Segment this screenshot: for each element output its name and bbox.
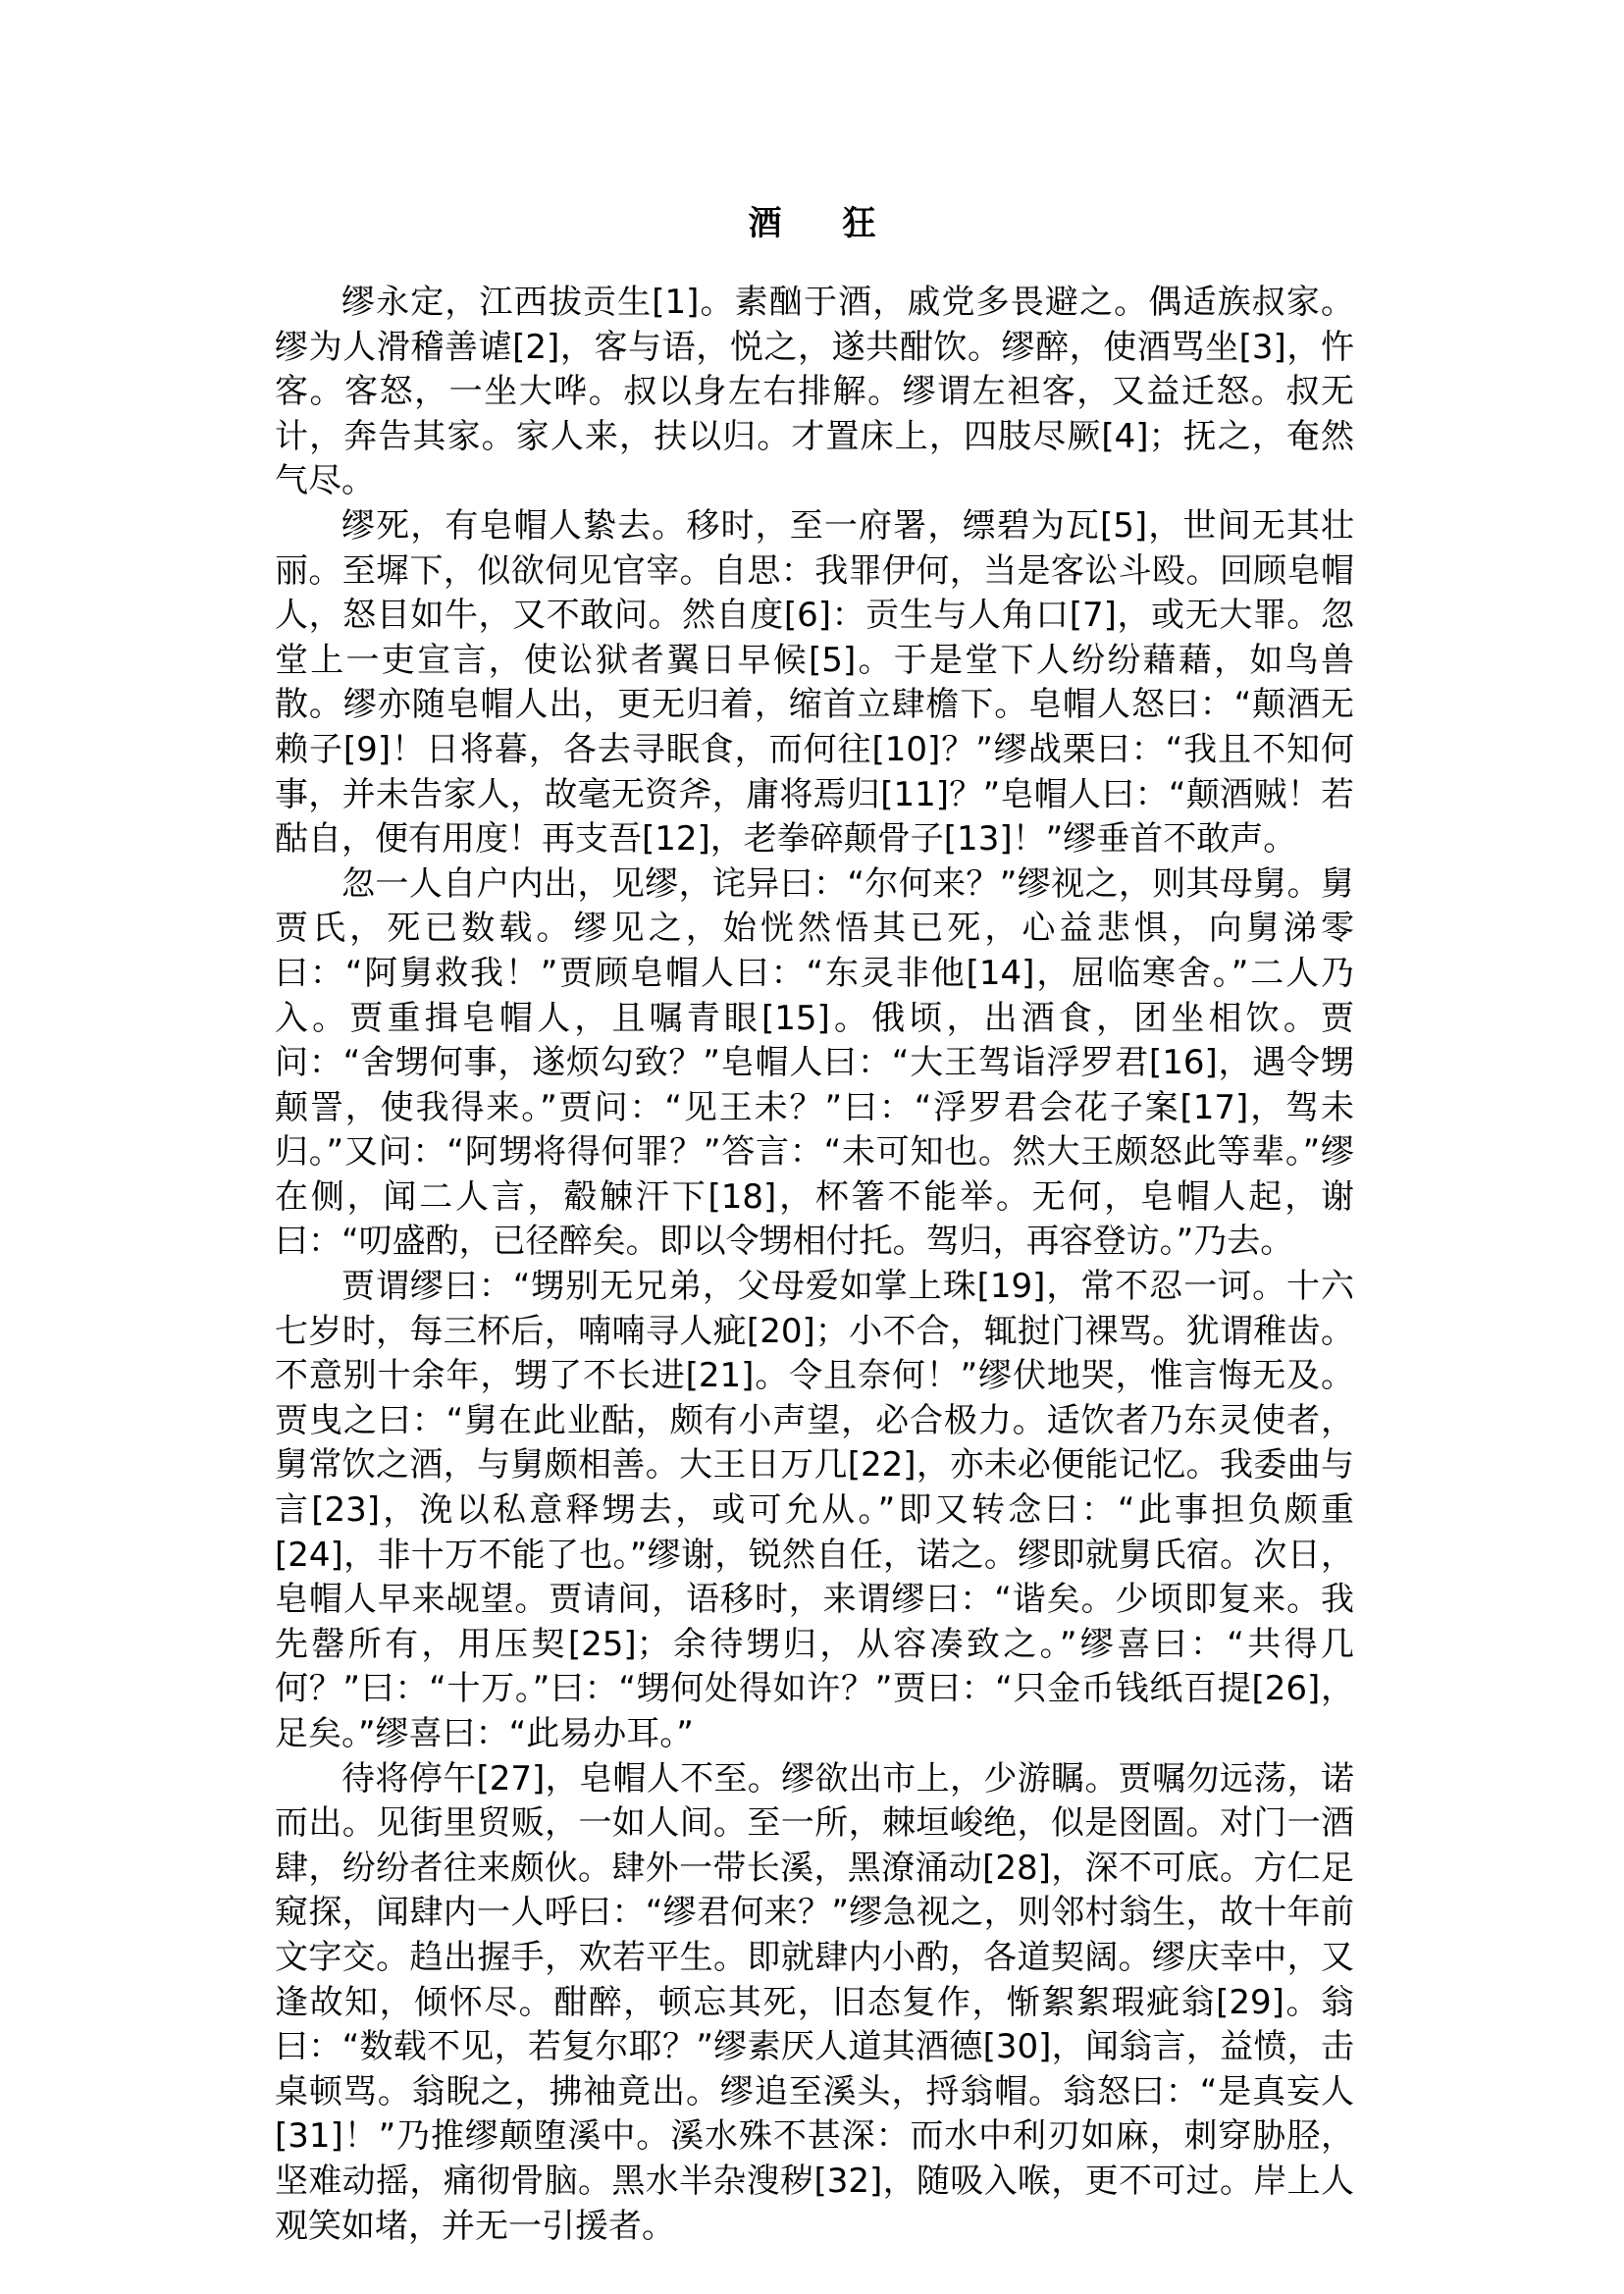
paragraph-4: 贾谓缪曰：“甥别无兄弟，父母爱如掌上珠[19]，常不忍一诃。十六七岁时，每三杯后，喃喃寻人疵[20]；小不合，辄挝门裸骂。犹谓稚齿。不意别十余年，甥了不长进[21]。令且奈何！”缪伏地哭，惟言悔无及。贾曳之曰：“舅在此业酤，颇有小声望，必合极力。适饮者乃东灵使者，舅常饮之酒，与舅颇相善。大王日万几[22]，亦未必便能记忆。我委曲与言[23]，浼以私意释甥去，或可允从。”即又转念曰：“此事担负颇重[24]，非十万不能了也。”缪谢，锐然自任，诺之。缪即就舅氏宿。次日，皂帽人早来觇望。贾请间，语移时，来谓缪曰：“谐矣。少顷即复来。我先罄所有，用压契[25]；余待甥归，从容凑致之。”缪喜曰：“共得几何？”曰：“十万。”曰：“甥何处得如许？”贾曰：“只金币钱纸百提[26]，足矣。”缪喜曰：“此易办耳。” [275, 1267, 1354, 1753]
paragraph-5: 待将停午[27]，皂帽人不至。缪欲出市上，少游瞩。贾嘱勿远荡，诺而出。见街里贸贩，一如人间。至一所，棘垣峻绝，似是囹圄。对门一酒肆，纷纷者往来颇伙。肆外一带长溪，黑潦涌动[28]，深不可底。方仁足窥探，闻肆内一人呼曰：“缪君何来？”缪急视之，则邻村翁生，故十年前文字交。趋出握手，欢若平生。即就肆内小酌，各道契阔。缪庆幸中，又逢故知，倾怀尽。酣醉，顿忘其死，旧态复作，惭絮絮瑕疵翁[29]。翁曰：“数载不见，若复尔耶？”缪素厌人道其酒德[30]，闻翁言，益愤，击桌顿骂。翁睨之，拂袖竟出。缪追至溪头，捋翁帽。翁怒曰：“是真妄人[31]！”乃推缪颠堕溪中。溪水殊不甚深：而水中利刃如麻，刺穿胁胫，坚难动摇，痛彻骨脑。黑水半杂溲秽[32]，随吸入喉，更不可过。岸上人观笑如堵，并无一引援者。 [275, 1758, 1354, 2246]
title-char-1: 酒 [748, 204, 782, 243]
page-title [0, 196, 1624, 244]
title-char-2: 狂 [842, 204, 876, 243]
paragraph-2: 缪死，有皂帽人絷去。移时，至一府署，缥碧为瓦[5]，世间无其壮丽。至墀下，似欲伺见官宰。自思：我罪伊何，当是客讼斗殴。回顾皂帽人，怒目如牛，又不敢问。然自度[6]：贡生与人角口[7]，或无大罪。忽堂上一吏宣言，使讼狱者翼日早候[5]。于是堂下人纷纷藉藉，如鸟兽散。缪亦随皂帽人出，更无归着，缩首立肆檐下。皂帽人怒曰：“颠酒无赖子[9]！日将暮，各去寻眠食，而何往[10]？”缪战栗曰：“我且不知何事，并未告家人，故毫无资斧，庸将焉归[11]？”皂帽人曰：“颠酒贼！若酤自，便有用度！再支吾[12]，老拳碎颠骨子[13]！”缪垂首不敢声。 [275, 505, 1354, 860]
story-body [275, 281, 1354, 2249]
paragraph-3: 忽一人自户内出，见缪，诧异曰：“尔何来？”缪视之，则其母舅。舅贾氏，死已数载。缪见之，始恍然悟其已死，心益悲惧，向舅涕零曰：“阿舅救我！”贾顾皂帽人曰：“东灵非他[14]，屈临寒舍。”二人乃入。贾重揖皂帽人，且嘱青眼[15]。俄顷，出酒食，团坐相饮。贾问：“舍甥何事，遂烦勾致？”皂帽人曰：“大王驾诣浮罗君[16]，遇令甥颠詈，使我得来。”贾问：“见王未？”曰：“浮罗君会花子案[17]，驾未归。”又问：“阿甥将得何罪？”答言：“未可知也。然大王颇怒此等辈。”缪在侧，闻二人言，觳觫汗下[18]，杯箸不能举。无何，皂帽人起，谢曰：“叨盛酌，已径醉矣。即以令甥相付托。驾归，再容登访。”乃去。 [275, 863, 1354, 1262]
paragraph-1: 缪永定，江西拔贡生[1]。素酗于酒，戚党多畏避之。偶适族叔家。缪为人滑稽善谑[2]，客与语，悦之，遂共酣饮。缪醉，使酒骂坐[3]，忤客。客怒，一坐大哗。叔以身左右排解。缪谓左袒客，又益迁怒。叔无计，奔告其家。家人来，扶以归。才置床上，四肢尽厥[4]；抚之，奄然气尽。 [275, 283, 1354, 501]
